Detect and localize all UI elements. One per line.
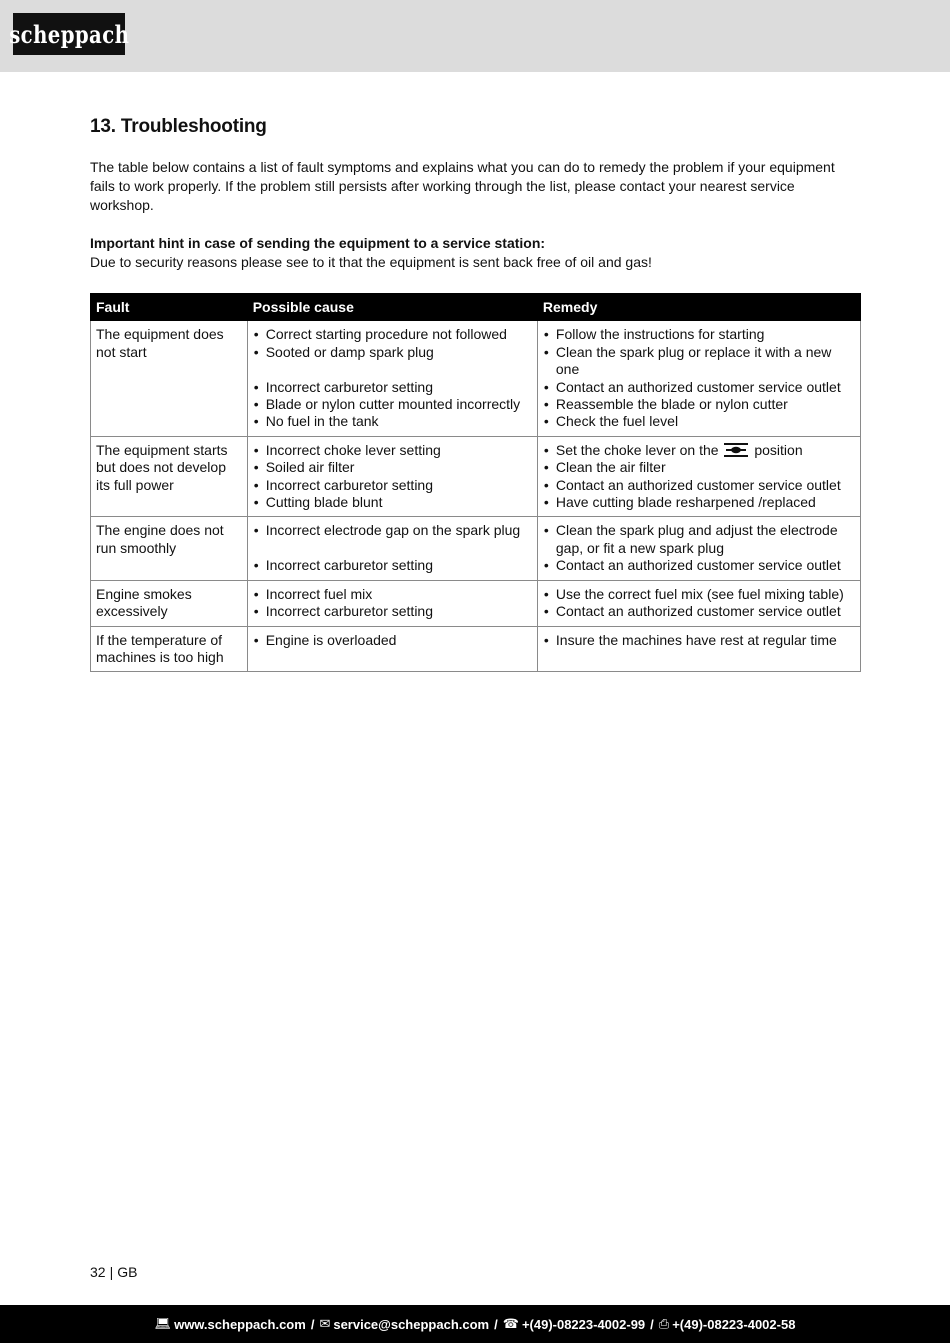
cause-item-text: Correct starting procedure not followed xyxy=(265,326,507,343)
remedy-cell-list xyxy=(543,632,855,649)
page-number-separator: | xyxy=(109,1264,114,1280)
cause-cell xyxy=(247,321,537,436)
cause-item xyxy=(253,603,532,620)
remedy-cell-list xyxy=(543,442,855,512)
footer-fax: +(49)-08223-4002-58 xyxy=(672,1316,796,1332)
intro-paragraph: The table below contains a list of fault symptoms and explains what you can do to remedy the problem if your equipment fails to work properly. If the problem still persists after working through the list, please contact your nearest service workshop. xyxy=(90,159,835,213)
hint-title: Important hint in case of sending the equipment to a service station: xyxy=(90,235,546,251)
troubleshooting-table xyxy=(90,293,861,672)
remedy-item-text: Set the choke lever on the xyxy=(555,441,719,458)
cause-item xyxy=(253,396,532,413)
remedy-item-text: Follow the instructions for starting xyxy=(555,326,765,343)
table-row xyxy=(91,517,861,580)
fault-cell: Engine smokes excessively xyxy=(91,580,248,626)
fault-cell: The equipment starts but does not develop its full power xyxy=(91,436,248,517)
cause-cell xyxy=(247,517,537,580)
fault-cell: The equipment does not start xyxy=(91,321,248,436)
telephone-icon: ☎ xyxy=(502,1316,519,1331)
cause-cell xyxy=(247,436,537,517)
remedy-item-text: Insure the machines have rest at regular time xyxy=(555,631,837,648)
remedy-cell xyxy=(537,436,860,517)
page-language: GB xyxy=(117,1264,138,1280)
fax-icon: ⎙ xyxy=(658,1316,670,1331)
hint-text: Due to security reasons please see to it that the equipment is sent back free of oil and gas! xyxy=(90,254,652,270)
computer-icon: 💻︎ xyxy=(154,1316,172,1331)
fault-cell: The engine does not run smoothly xyxy=(91,517,248,580)
cause-item-text: Engine is overloaded xyxy=(265,631,397,648)
remedy-item-text: Contact an authorized customer service outlet xyxy=(555,476,841,493)
remedy-item-text: Check the fuel level xyxy=(555,413,679,430)
logo-text: scheppach xyxy=(8,19,130,49)
cause-item xyxy=(253,361,532,378)
table-row xyxy=(91,580,861,626)
cause-item-text: Incorrect carburetor setting xyxy=(265,476,433,493)
remedy-item-text: Contact an authorized customer service outlet xyxy=(555,557,841,574)
remedy-item xyxy=(543,396,855,413)
remedy-item-text: Clean the spark plug and adjust the electrode gap, or fit a new spark plug xyxy=(555,522,838,556)
remedy-item xyxy=(543,326,855,343)
cause-item-text: Blade or nylon cutter mounted incorrectly xyxy=(265,396,521,413)
remedy-cell-list xyxy=(543,586,855,621)
cause-item xyxy=(253,326,532,343)
table-header-row xyxy=(91,294,861,321)
page-number xyxy=(90,1264,137,1280)
cause-item xyxy=(253,632,532,649)
footer-separator: / xyxy=(650,1316,654,1332)
cause-item xyxy=(253,557,532,574)
remedy-item xyxy=(543,477,855,494)
table-header xyxy=(91,294,861,321)
cause-item-text: No fuel in the tank xyxy=(265,413,379,430)
footer-contact-bar xyxy=(0,1305,950,1343)
footer-separator: / xyxy=(310,1316,315,1332)
remedy-cell-list xyxy=(543,522,855,574)
cause-item-text: Incorrect carburetor setting xyxy=(265,603,433,620)
cause-cell-list xyxy=(253,586,532,621)
remedy-item-text: Contact an authorized customer service outlet xyxy=(555,603,841,620)
remedy-cell xyxy=(537,626,860,672)
table-row xyxy=(91,321,861,436)
cause-item-text: Incorrect carburetor setting xyxy=(265,557,433,574)
header-remedy: Remedy xyxy=(537,294,860,321)
cause-cell-list xyxy=(253,326,532,430)
cause-item-text: Sooted or damp spark plug xyxy=(265,343,434,360)
remedy-item xyxy=(543,557,855,574)
table-body xyxy=(91,321,861,672)
cause-item xyxy=(253,477,532,494)
table-row xyxy=(91,436,861,517)
cause-item xyxy=(253,442,532,459)
cause-item xyxy=(253,379,532,396)
remedy-item xyxy=(543,603,855,620)
remedy-item xyxy=(543,586,855,603)
remedy-cell xyxy=(537,580,860,626)
remedy-item xyxy=(543,379,855,396)
cause-item-text: Incorrect carburetor setting xyxy=(265,378,433,395)
cause-item xyxy=(253,413,532,430)
header-possible-cause: Possible cause xyxy=(247,294,537,321)
cause-item xyxy=(253,522,532,539)
remedy-cell-list xyxy=(543,326,855,430)
remedy-item xyxy=(543,494,855,511)
cause-item-text: Incorrect choke lever setting xyxy=(265,441,441,458)
remedy-item xyxy=(543,459,855,476)
cause-cell-list xyxy=(253,442,532,512)
cause-cell xyxy=(247,626,537,672)
footer-separator: / xyxy=(494,1316,498,1332)
remedy-cell xyxy=(537,321,860,436)
cause-cell-list xyxy=(253,632,532,649)
remedy-item xyxy=(543,442,855,459)
remedy-item xyxy=(543,632,855,649)
remedy-item xyxy=(543,413,855,430)
cause-item-text: Incorrect electrode gap on the spark plug xyxy=(265,522,521,539)
cause-item xyxy=(253,494,532,511)
remedy-item-text: Clean the air filter xyxy=(555,459,666,476)
remedy-item xyxy=(543,522,855,557)
fault-cell: If the temperature of machines is too high xyxy=(91,626,248,672)
remedy-cell xyxy=(537,517,860,580)
choke-position-text: position xyxy=(754,441,803,458)
table-row xyxy=(91,626,861,672)
footer-email[interactable]: service@scheppach.com xyxy=(333,1316,490,1332)
cause-item xyxy=(253,459,532,476)
remedy-item xyxy=(543,344,855,379)
cause-item xyxy=(253,586,532,603)
section-title: 13. Troubleshooting xyxy=(90,116,267,137)
cause-item xyxy=(253,540,532,557)
cause-cell-list xyxy=(253,522,532,574)
cause-cell xyxy=(247,580,537,626)
header-band xyxy=(0,0,950,72)
cause-item-text: Incorrect fuel mix xyxy=(265,585,373,602)
cause-item-text: Cutting blade blunt xyxy=(265,494,383,511)
remedy-item-text: Have cutting blade resharpened /replaced xyxy=(555,494,816,511)
remedy-item-text: Contact an authorized customer service outlet xyxy=(555,378,841,395)
remedy-item-text: Use the correct fuel mix (see fuel mixing table) xyxy=(555,585,844,602)
cause-item-text: Soiled air filter xyxy=(265,459,355,476)
cause-item xyxy=(253,344,532,361)
page-number-value: 32 xyxy=(90,1264,106,1280)
footer-phone: +(49)-08223-4002-99 xyxy=(521,1316,646,1332)
footer-website[interactable]: www.scheppach.com xyxy=(174,1316,306,1332)
envelope-icon: ✉ xyxy=(319,1316,331,1331)
header-fault: Fault xyxy=(91,294,248,321)
choke-open-icon xyxy=(724,443,748,457)
remedy-item-text: Reassemble the blade or nylon cutter xyxy=(555,396,788,413)
remedy-item-text: Clean the spark plug or replace it with a new one xyxy=(555,343,832,378)
scheppach-logo xyxy=(8,13,130,55)
